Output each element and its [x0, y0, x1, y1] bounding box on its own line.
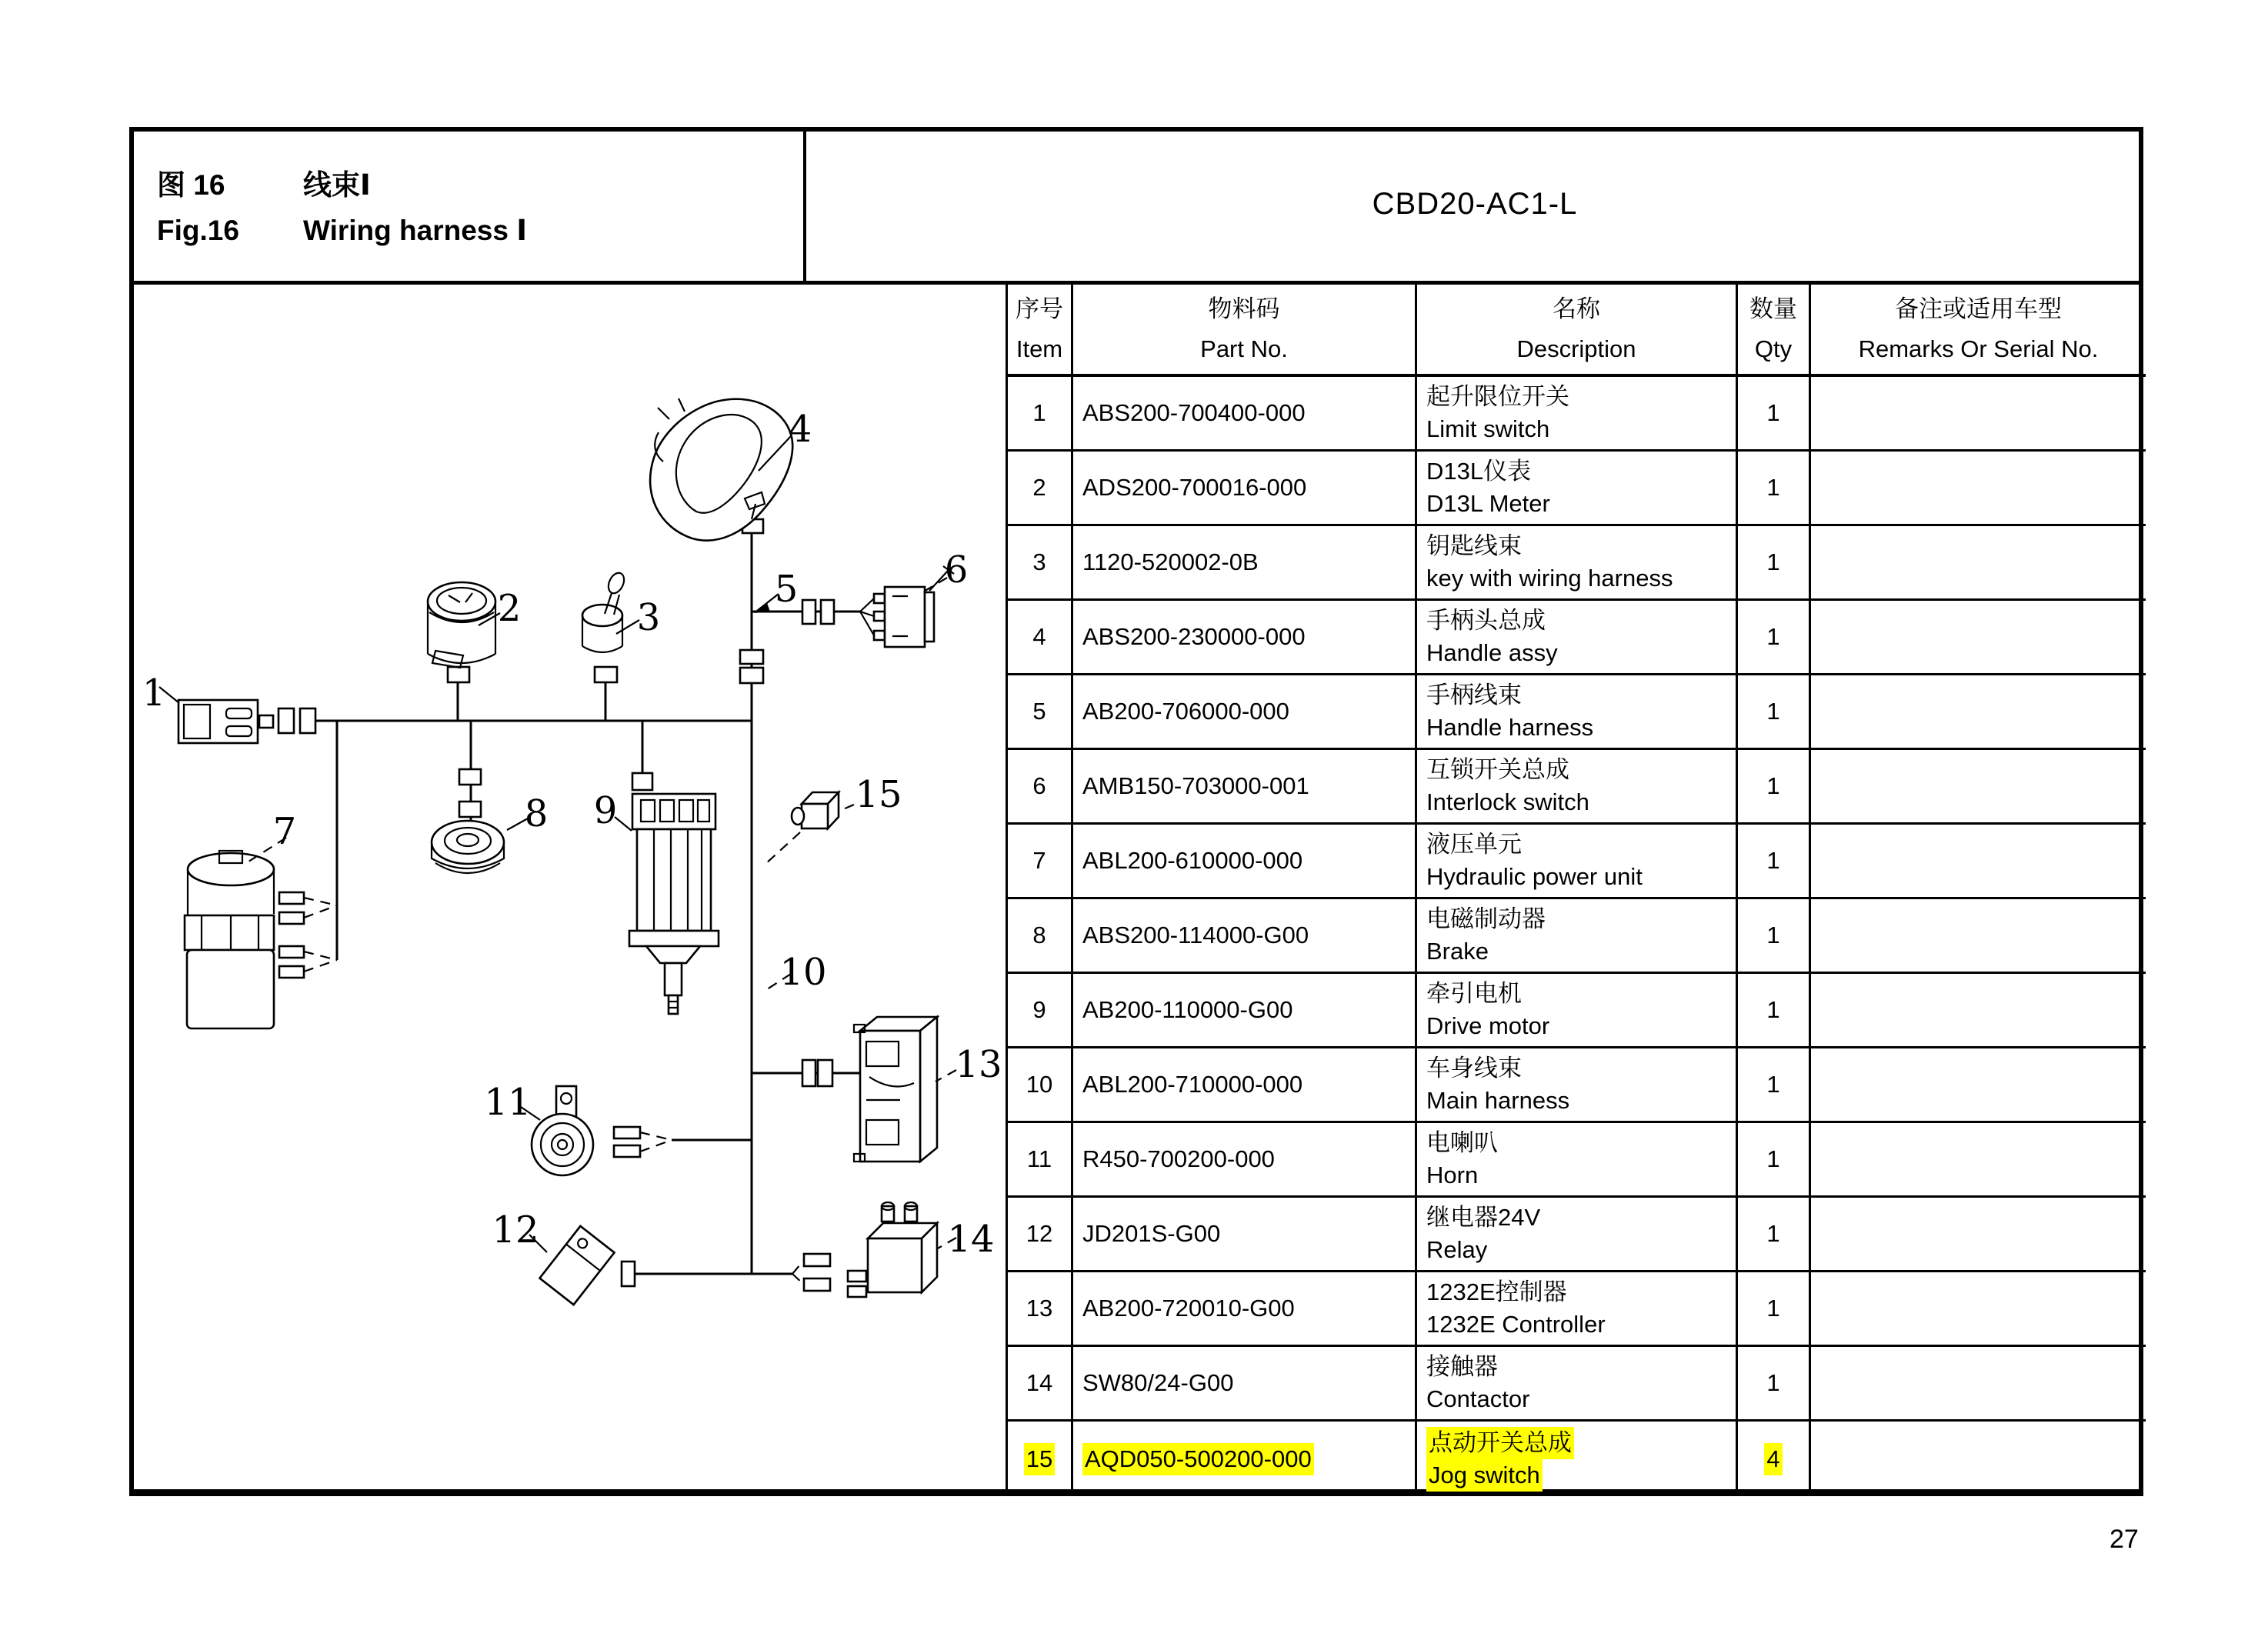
cell-text: Horn: [1426, 1162, 1479, 1188]
callout-6: 6: [944, 548, 969, 592]
cell-text: 1: [1032, 399, 1046, 426]
cell-remarks: [1811, 1048, 2146, 1123]
cell-text: 1: [1766, 996, 1780, 1023]
callout-5: 5: [774, 568, 799, 611]
cell-text: 7: [1032, 847, 1046, 874]
cell-description: [1417, 377, 1738, 452]
cell-text: JD201S-G00: [1082, 1220, 1221, 1247]
cell-qty: [1738, 1272, 1811, 1347]
cell-description: [1417, 974, 1738, 1048]
cell-text: Limit switch: [1426, 415, 1550, 442]
cell-qty: [1738, 1198, 1811, 1272]
cell-text: ABL200-710000-000: [1082, 1071, 1303, 1098]
cell-part-no: [1073, 750, 1417, 825]
cell-text: 12: [1026, 1220, 1053, 1247]
cell-text: 1: [1766, 1369, 1780, 1396]
cell-qty: [1738, 675, 1811, 750]
cell-text: AB200-720010-G00: [1082, 1295, 1295, 1322]
cell-text: 1: [1766, 474, 1780, 501]
cell-description: [1417, 1272, 1738, 1347]
horn-part: [532, 1086, 672, 1175]
cell-qty: [1738, 1422, 1811, 1496]
cell-description: [1417, 1347, 1738, 1422]
callout-1: 1: [142, 672, 166, 715]
cell-text: Handle harness: [1426, 714, 1594, 741]
cell-part-no: [1073, 452, 1417, 526]
cell-text: 4: [1764, 1443, 1782, 1475]
cell-remarks: [1811, 899, 2146, 974]
cell-description: [1417, 1048, 1738, 1123]
cell-item: [1008, 675, 1073, 750]
meter-part: [428, 582, 495, 668]
callout-12: 12: [492, 1208, 539, 1252]
cell-text: 1: [1766, 1071, 1780, 1098]
cell-remarks: [1811, 377, 2146, 452]
jog-switch-part: [792, 792, 839, 828]
cell-text: 1: [1766, 1145, 1780, 1172]
cell-description: [1417, 1422, 1738, 1496]
cell-qty: [1738, 452, 1811, 526]
model-code: CBD20-AC1-L: [1372, 186, 1578, 221]
relay-part: [539, 1226, 614, 1305]
cell-text: 牵引电机: [1426, 980, 1522, 1007]
cell-remarks: [1811, 1347, 2146, 1422]
col-header-description: 名称 Description: [1417, 285, 1738, 377]
cell-remarks: [1811, 825, 2146, 899]
figure-number-en: Fig.16: [157, 214, 239, 246]
cell-text: 1232E Controller: [1426, 1311, 1606, 1338]
callout-15: 15: [855, 773, 902, 816]
col-header-remarks: 备注或适用车型 Remarks Or Serial No.: [1811, 285, 2146, 377]
cell-description: [1417, 899, 1738, 974]
cell-text: ABS200-700400-000: [1082, 399, 1306, 426]
callout-3: 3: [636, 596, 661, 639]
cell-qty: [1738, 1123, 1811, 1198]
cell-text: 液压单元: [1426, 831, 1522, 858]
callout-11: 11: [484, 1081, 532, 1124]
cell-text: key with wiring harness: [1426, 565, 1673, 592]
cell-text: 1: [1766, 1220, 1780, 1247]
cell-description: [1417, 1123, 1738, 1198]
cell-description: [1417, 526, 1738, 601]
cell-text: 继电器24V: [1426, 1204, 1541, 1231]
cell-text: R450-700200-000: [1082, 1145, 1275, 1172]
cell-text: AMB150-703000-001: [1082, 772, 1309, 799]
cell-part-no: [1073, 1422, 1417, 1496]
cell-text: 5: [1032, 698, 1046, 725]
cell-text: 1232E控制器: [1426, 1278, 1567, 1305]
cell-part-no: [1073, 1123, 1417, 1198]
cell-text: 11: [1026, 1145, 1052, 1172]
hydraulic-terminals: [279, 892, 337, 978]
cell-part-no: [1073, 1198, 1417, 1272]
cell-text: 电喇叭: [1426, 1129, 1498, 1156]
cell-remarks: [1811, 526, 2146, 601]
cell-qty: [1738, 601, 1811, 675]
cell-text: ABL200-610000-000: [1082, 847, 1303, 874]
cell-description: [1417, 675, 1738, 750]
cell-item: [1008, 825, 1073, 899]
cell-text: ADS200-700016-000: [1082, 474, 1307, 501]
cell-text: 互锁开关总成: [1426, 756, 1569, 783]
cell-item: [1008, 899, 1073, 974]
cell-qty: [1738, 825, 1811, 899]
callout-10: 10: [779, 951, 827, 994]
cell-part-no: [1073, 825, 1417, 899]
col-header-qty: 数量 Qty: [1738, 285, 1811, 377]
cell-text: 手柄头总成: [1426, 607, 1546, 634]
contactor-part: [792, 1202, 937, 1297]
cell-qty: [1738, 899, 1811, 974]
cell-text: ABS200-114000-G00: [1082, 922, 1309, 948]
drive-motor-part: [629, 794, 719, 1014]
cell-remarks: [1811, 1123, 2146, 1198]
cell-part-no: [1073, 675, 1417, 750]
callout-14: 14: [947, 1218, 995, 1261]
cell-text: Brake: [1426, 938, 1489, 965]
cell-text: Relay: [1426, 1236, 1488, 1263]
horn-terminals: [614, 1127, 672, 1157]
cell-text: 1: [1766, 922, 1780, 948]
cell-part-no: [1073, 526, 1417, 601]
cell-qty: [1738, 750, 1811, 825]
cell-text: 2: [1032, 474, 1046, 501]
cell-text: 钥匙线束: [1426, 532, 1522, 559]
cell-item: [1008, 1123, 1073, 1198]
cell-part-no: [1073, 1272, 1417, 1347]
cell-text: 3: [1032, 548, 1046, 575]
figure-title-cn: 线束Ⅰ: [303, 168, 371, 201]
cell-item: [1008, 526, 1073, 601]
cell-text: AQD050-500200-000: [1082, 1443, 1314, 1475]
cell-text: AB200-706000-000: [1082, 698, 1289, 725]
cell-remarks: [1811, 974, 2146, 1048]
callout-13: 13: [955, 1043, 1002, 1086]
cell-text: D13L Meter: [1426, 490, 1550, 517]
cell-text: ABS200-230000-000: [1082, 623, 1306, 650]
cell-text: 电磁制动器: [1426, 905, 1546, 932]
cell-qty: [1738, 974, 1811, 1048]
cell-item: [1008, 750, 1073, 825]
cell-text: 接触器: [1426, 1353, 1498, 1380]
cell-item: [1008, 1347, 1073, 1422]
cell-text: 起升限位开关: [1426, 383, 1569, 410]
figure-title-cell: [129, 127, 806, 281]
cell-remarks: [1811, 1422, 2146, 1496]
hydraulic-power-unit-part: [185, 851, 337, 1028]
parts-table: [1006, 285, 2143, 1496]
cell-text: 14: [1026, 1369, 1053, 1396]
cell-part-no: [1073, 1048, 1417, 1123]
cell-part-no: [1073, 1347, 1417, 1422]
cell-text: Interlock switch: [1426, 788, 1589, 815]
cell-description: [1417, 601, 1738, 675]
cell-text: 15: [1024, 1443, 1055, 1475]
page-number: 27: [2110, 1525, 2139, 1554]
callout-4: 4: [788, 408, 812, 451]
callout-9: 9: [593, 789, 618, 832]
callout-2: 2: [497, 587, 522, 630]
cell-remarks: [1811, 750, 2146, 825]
cell-item: [1008, 974, 1073, 1048]
cell-remarks: [1811, 1272, 2146, 1347]
cell-description: [1417, 1198, 1738, 1272]
cell-text: 6: [1032, 772, 1046, 799]
title-block: [129, 127, 2143, 285]
cell-qty: [1738, 1048, 1811, 1123]
cell-text: 1: [1766, 623, 1780, 650]
cell-text: 手柄线束: [1426, 682, 1522, 708]
cell-text: Jog switch: [1426, 1459, 1543, 1492]
limit-switch-part: [178, 700, 258, 743]
cell-description: [1417, 452, 1738, 526]
cell-item: [1008, 452, 1073, 526]
cell-item: [1008, 1198, 1073, 1272]
figure-title-en: Wiring harness Ⅰ: [303, 214, 527, 246]
callout-8: 8: [524, 792, 549, 835]
cell-remarks: [1811, 452, 2146, 526]
cell-text: Handle assy: [1426, 639, 1558, 666]
cell-text: SW80/24-G00: [1082, 1369, 1234, 1396]
cell-item: [1008, 1422, 1073, 1496]
cell-text: Contactor: [1426, 1385, 1530, 1412]
cell-qty: [1738, 1347, 1811, 1422]
cell-description: [1417, 825, 1738, 899]
cell-remarks: [1811, 675, 2146, 750]
cell-text: 10: [1026, 1071, 1053, 1098]
cell-item: [1008, 1272, 1073, 1347]
wiring-harness-diagram: [129, 285, 1006, 1496]
callout-7: 7: [272, 810, 297, 853]
cell-text: 点动开关总成: [1426, 1427, 1574, 1459]
interlock-switch-part: [860, 566, 954, 647]
cell-text: 1: [1766, 1295, 1780, 1322]
cell-text: Main harness: [1426, 1087, 1570, 1114]
cell-text: 1: [1766, 548, 1780, 575]
cell-part-no: [1073, 899, 1417, 974]
col-header-item: 序号 Item: [1008, 285, 1073, 377]
col-header-part-no: 物料码 Part No.: [1073, 285, 1417, 377]
cell-description: [1417, 750, 1738, 825]
cell-text: 车身线束: [1426, 1055, 1522, 1082]
controller-part: [854, 1017, 937, 1162]
cell-text: 4: [1032, 623, 1046, 650]
cell-qty: [1738, 377, 1811, 452]
cell-text: 9: [1032, 996, 1046, 1023]
cell-item: [1008, 1048, 1073, 1123]
cell-part-no: [1073, 377, 1417, 452]
cell-qty: [1738, 526, 1811, 601]
figure-number-cn: 图 16: [157, 168, 225, 201]
cell-text: Drive motor: [1426, 1012, 1550, 1039]
cell-text: AB200-110000-G00: [1082, 996, 1293, 1023]
cell-text: 1: [1766, 698, 1780, 725]
cell-text: 1120-520002-0B: [1082, 548, 1259, 575]
cell-text: 1: [1766, 847, 1780, 874]
cell-text: 8: [1032, 922, 1046, 948]
handle-assy-part: [650, 398, 792, 541]
brake-part: [432, 821, 504, 873]
cell-item: [1008, 377, 1073, 452]
cell-remarks: [1811, 1198, 2146, 1272]
cell-remarks: [1811, 601, 2146, 675]
cell-text: D13L仪表: [1426, 458, 1532, 485]
key-switch-part: [582, 571, 627, 652]
cell-text: 13: [1026, 1295, 1053, 1322]
cell-item: [1008, 601, 1073, 675]
cell-text: 1: [1766, 772, 1780, 799]
cell-part-no: [1073, 974, 1417, 1048]
cell-text: 1: [1766, 399, 1780, 426]
cell-part-no: [1073, 601, 1417, 675]
cell-text: Hydraulic power unit: [1426, 863, 1643, 890]
